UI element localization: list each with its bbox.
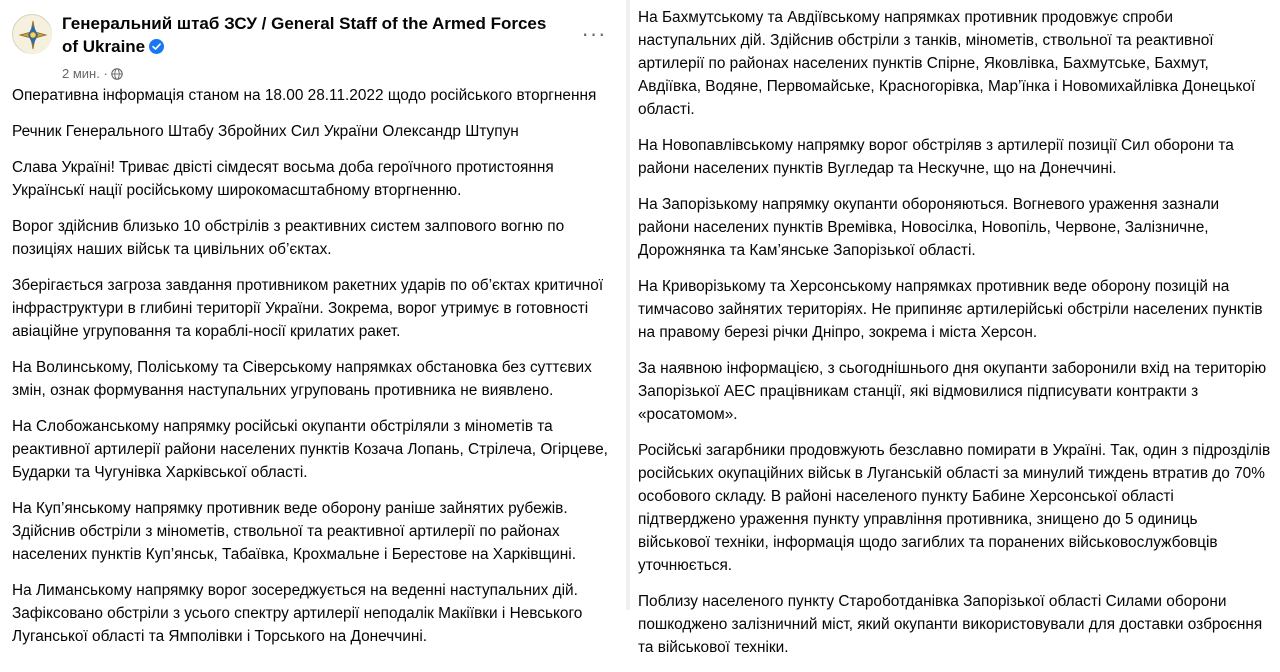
post-meta — [62, 66, 123, 82]
post-paragraph: Ворог здійснив близько 10 обстрілів з реактивних систем залпового вогню по позиціях наших військ та цивільних об’єктах. — [12, 218, 565, 258]
post-paragraph: На Куп’янському напрямку противник веде оборону раніше зайнятих рубежів. Здійснив обстріли з мінометів, ствольної та реактивної артилерії по районах населених пунктів Куп’янськ, Табаївка, Крохмальне і Берестове на Харківщині. — [12, 500, 576, 563]
verified-badge-icon — [149, 39, 164, 54]
page-name[interactable] — [62, 12, 562, 58]
page-name-text[interactable]: Генеральний штаб ЗСУ / General Staff of the Armed Forces of Ukraine — [62, 14, 547, 56]
post-paragraph: За наявною інформацією, з сьогоднішнього дня окупанти заборонили вхід на територію Запорізької АЕС працівникам станції, які відмовилися підписувати контракти з «росатомом». — [638, 360, 1267, 423]
post-paragraph: Зберігається загроза завдання противником ракетних ударів по об’єктах критичної інфраструктури в глибині території України. Зокрема, ворог утримує в готовності авіаційне угруповання та кораблі-носії крилатих ракет. — [12, 277, 604, 340]
page-avatar[interactable] — [12, 14, 52, 54]
globe-icon — [111, 68, 123, 80]
post-paragraph: Слава Україні! Триває двісті сімдесят восьма доба героїчного протистояння Українськї нації російському широкомасштабному вторгненню. — [12, 159, 554, 199]
post-paragraph: На Новопавлівському напрямку ворог обстріляв з артилерії позиції Сил оборони та райони населених пунктів Вугледар та Нескучне, що на Донеччині. — [638, 137, 1234, 177]
post-paragraph: На Бахмутському та Авдіївському напрямках противник продовжує спроби наступальних дій. Здійснив обстріли з танків, мінометів, ствольної та реактивної артилерії по районах населених пунктів Спірне, Яковлівка, Бахмутське, Бахмут, Авдіївка, Водяне, Первомайське, Красногорівка, Мар’їнка і Новомихайлівка Донецької області. — [638, 9, 1256, 118]
post-paragraph: На Слобожанському напрямку російські окупанти обстріляли з мінометів та реактивної артилерії райони населених пунктів Козача Лопань, Стрілеча, Огірцеве, Бударки та Чугунівка Харківської області. — [12, 418, 608, 481]
post-header — [12, 10, 612, 80]
post-panel-right — [626, 0, 1280, 656]
post-paragraph: На Криворізькому та Херсонському напрямках противник веде оборону позицій на тимчасово зайнятих територіях. Не припиняє артилерійські обстріли населених пунктів на правому березі річки Дніпро, зокрема і міста Херсон. — [638, 278, 1263, 341]
post-paragraph: Російські загарбники продовжують безславно помирати в Україні. Так, один з підрозділів російських окупаційних військ в Луганській області за минулий тиждень втратив до 70% особового складу. В районі населеного пункту Бабине Херсонської області підтверджено ураження пункту управління противника, знищено до 5 одиниць військової техніки, інформація щодо загиблих та поранених військовослужбовців уточнюється. — [638, 442, 1271, 574]
post-paragraph: На Лиманському напрямку ворог зосереджується на веденні наступальних дій. Зафіксовано обстріли з усього спектру артилерії неподалік Макіївки і Невського Луганської області та Ямполівки і Торського на Донеччині. — [12, 582, 583, 645]
post-body-left — [12, 84, 618, 661]
more-options-button[interactable]: ··· — [581, 21, 607, 46]
post-paragraph: На Запорізькому напрямку окупанти обороняються. Вогневого ураження зазнали райони населених пунктів Времівка, Новосілка, Новопіль, Червоне, Залізничне, Дорожнянка та Кам’янське Запорізької області. — [638, 196, 1220, 259]
general-staff-emblem-icon — [13, 15, 53, 55]
post-paragraph: Оперативна інформація станом на 18.00 28.11.2022 щодо російського вторгнення — [12, 87, 597, 104]
post-paragraph: Речник Генерального Штабу Збройних Сил України Олександр Штупун — [12, 123, 519, 140]
post-panel-left — [0, 0, 626, 645]
post-timestamp[interactable]: 2 мин. · — [62, 66, 108, 81]
post-paragraph: Поблизу населеного пункту Староботданівка Запорізької області Силами оборони пошкоджено залізничний міст, який окупанти використовували для доставки озброєння та військової техніки. — [638, 593, 1263, 656]
post-body-right — [638, 6, 1274, 672]
post-paragraph: На Волинському, Поліському та Сіверському напрямках обстановка без суттєвих змін, ознак формування наступальних угруповань противника не виявлено. — [12, 359, 592, 399]
